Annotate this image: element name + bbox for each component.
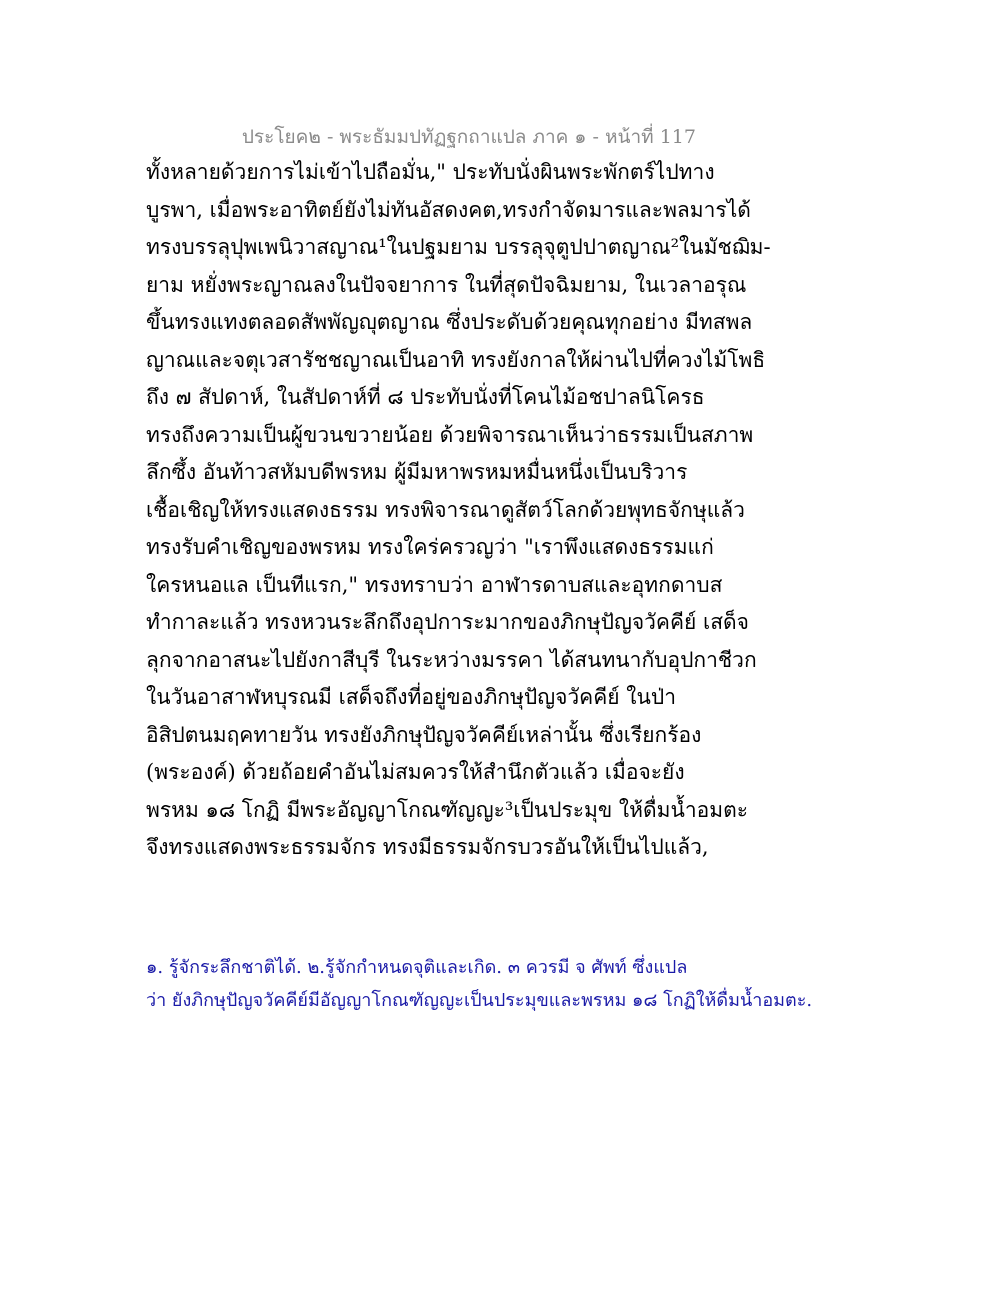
body-line: ทั้งหลายด้วยการไม่เข้าไปถือมั่น," ประทับนั่งผินพระพักตร์ไปทาง — [146, 160, 715, 184]
body-line: บูรพา, เมื่อพระอาทิตย์ยังไม่ทันอัสดงคต,ทรงกำจัดมารและพลมารได้ — [146, 197, 751, 222]
body-line: ทรงรับคำเชิญของพรหม ทรงใคร่ครวญว่า "เราพึงแสดงธรรมแก่ — [146, 535, 714, 559]
body-line: ทำกาละแล้ว ทรงหวนระลึกถึงอุปการะมากของภิกษุปัญจวัคคีย์ เสด็จ — [146, 610, 749, 634]
footnote-line: ว่า ยังภิกษุปัญจวัคคีย์มีอัญญาโกณฑัญญะเป็นประมุขและพรหม ๑๘ โกฏิให้ดื่มน้ำอมตะ. — [146, 990, 813, 1011]
body-line: ญาณและจตุเวสารัชชญาณเป็นอาทิ ทรงยังกาลให้ผ่านไปที่ควงไม้โพธิ — [146, 347, 766, 372]
footnote-line: ๑. รู้จักระลึกชาติได้. ๒.รู้จักกำหนดจุติและเกิด. ๓ ควรมี จ ศัพท์ ซึ่งแปล — [146, 957, 688, 978]
body-line: ถึง ๗ สัปดาห์, ในสัปดาห์ที่ ๘ ประทับนั่งที่โคนไม้อชปาลนิโครธ — [146, 385, 705, 409]
footnotes — [146, 951, 813, 1017]
body-text — [146, 154, 771, 867]
running-header: ประโยค๒ - พระธัมมปทัฏฐกถาแปล ภาค ๑ - หน้าที่ 117 — [241, 126, 696, 148]
body-line: ทรงถึงความเป็นผู้ขวนขวายน้อย ด้วยพิจารณาเห็นว่าธรรมเป็นสภาพ — [146, 422, 754, 447]
body-line: อิสิปตนมฤคทายวัน ทรงยังภิกษุปัญจวัคคีย์เหล่านั้น ซึ่งเรียกร้อง — [146, 722, 702, 747]
body-line: จึงทรงแสดงพระธรรมจักร ทรงมีธรรมจักรบวรอันให้เป็นไปแล้ว, — [146, 835, 709, 859]
body-line: (พระองค์) ด้วยถ้อยคำอันไม่สมควรให้สำนึกตัวแล้ว เมื่อจะยัง — [146, 760, 685, 784]
body-line: ในวันอาสาฬหบุรณมี เสด็จถึงที่อยู่ของภิกษุปัญจวัคคีย์ ในป่า — [146, 685, 676, 709]
body-line: ทรงบรรลุปุพเพนิวาสญาณ¹ในปฐมยาม บรรลุจุตูปปาตญาณ²ในมัชฌิม- — [146, 235, 771, 259]
body-line: ลุกจากอาสนะไปยังกาสีบุรี ในระหว่างมรรคา ได้สนทนากับอุปกาชีวก — [146, 647, 757, 672]
body-line: ใครหนอแล เป็นทีแรก," ทรงทราบว่า อาฬารดาบสและอุทกดาบส — [146, 572, 723, 597]
body-line: ลึกซึ้ง อันท้าวสหัมบดีพรหม ผู้มีมหาพรหมหมื่นหนึ่งเป็นบริวาร — [146, 460, 688, 484]
body-line: เชื้อเชิญให้ทรงแสดงธรรม ทรงพิจารณาดูสัตว์โลกด้วยพุทธจักษุแล้ว — [146, 497, 745, 522]
body-line: ขึ้นทรงแทงตลอดสัพพัญญุตญาณ ซึ่งประดับด้วยคุณทุกอย่าง มีทสพล — [146, 310, 753, 334]
body-line: พรหม ๑๘ โกฏิ มีพระอัญญาโกณฑัญญะ³เป็นประมุข ให้ดื่มน้ำอมตะ — [146, 797, 749, 822]
body-line: ยาม หยั่งพระญาณลงในปัจจยาการ ในที่สุดปัจฉิมยาม, ในเวลาอรุณ — [146, 272, 747, 297]
